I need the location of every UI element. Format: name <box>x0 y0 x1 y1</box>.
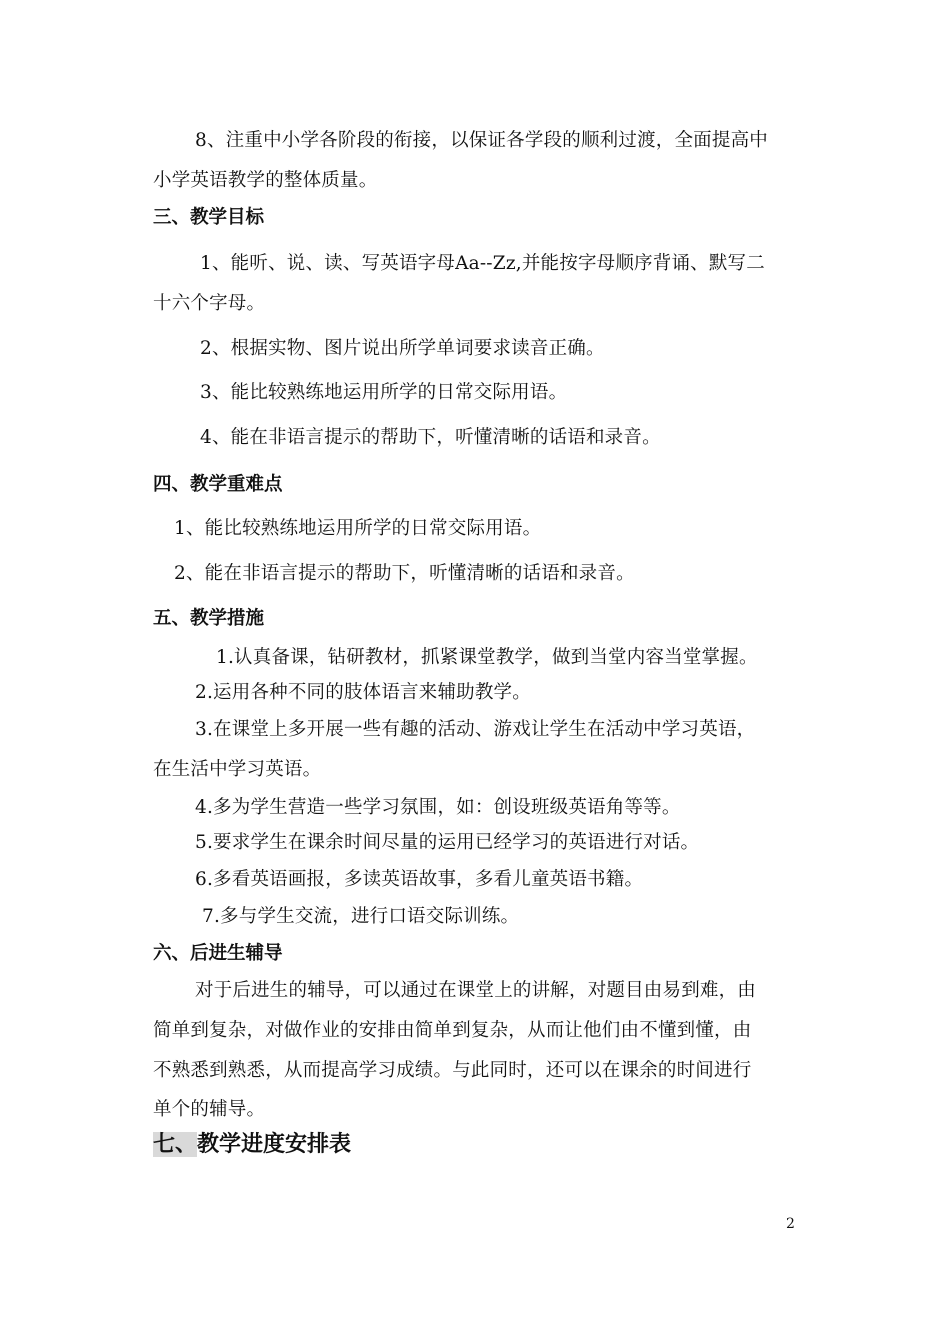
goal-item-4: 4、能在非语言提示的帮助下，听懂清晰的话语和录音。 <box>200 427 661 448</box>
measure-item-7: 7.多与学生交流，进行口语交际训练。 <box>202 906 520 927</box>
measure-item-3-line-2: 在生活中学习英语。 <box>153 759 322 780</box>
tutoring-paragraph-line-2: 简单到复杂，对做作业的安排由简单到复杂，从而让他们由不懂到懂，由 <box>153 1020 752 1041</box>
key-point-item-1: 1、能比较熟练地运用所学的日常交际用语。 <box>174 518 542 539</box>
page-number: 2 <box>786 1216 795 1232</box>
measure-item-5: 5.要求学生在课余时间尽量的运用已经学习的英语进行对话。 <box>195 832 700 853</box>
tutoring-paragraph-line-3: 不熟悉到熟悉，从而提高学习成绩。与此同时，还可以在课余的时间进行 <box>153 1060 752 1081</box>
goal-item-1-line-2: 十六个字母。 <box>153 293 266 314</box>
measure-item-4: 4.多为学生营造一些学习氛围，如：创设班级英语角等等。 <box>195 797 681 818</box>
heading-prefix-highlight: 七、 <box>153 1132 198 1157</box>
section-heading-schedule <box>153 1130 351 1160</box>
tutoring-paragraph-line-4: 单个的辅导。 <box>153 1099 266 1120</box>
section-heading-measures: 五、教学措施 <box>153 608 265 629</box>
paragraph-item-8-line-2: 小学英语教学的整体质量。 <box>153 170 378 191</box>
section-heading-key-points: 四、教学重难点 <box>153 474 283 495</box>
tutoring-paragraph-line-1: 对于后进生的辅导，可以通过在课堂上的讲解，对题目由易到难，由 <box>195 980 757 1001</box>
measure-item-1: 1.认真备课，钻研教材，抓紧课堂教学，做到当堂内容当堂掌握。 <box>216 647 758 668</box>
section-heading-goals: 三、教学目标 <box>153 207 265 228</box>
goal-item-1-line-1: 1、能听、说、读、写英语字母Aa--Zz,并能按字母顺序背诵、默写二 <box>200 253 765 274</box>
key-point-item-2: 2、能在非语言提示的帮助下，听懂清晰的话语和录音。 <box>174 563 635 584</box>
measure-item-2: 2.运用各种不同的肢体语言来辅助教学。 <box>195 682 531 703</box>
goal-item-3: 3、能比较熟练地运用所学的日常交际用语。 <box>200 382 568 403</box>
heading-schedule-text: 教学进度安排表 <box>197 1132 352 1157</box>
goal-item-2: 2、根据实物、图片说出所学单词要求读音正确。 <box>200 338 605 359</box>
paragraph-item-8-line-1: 8、注重中小学各阶段的衔接，以保证各学段的顺利过渡，全面提高中 <box>195 130 768 151</box>
measure-item-3-line-1: 3.在课堂上多开展一些有趣的活动、游戏让学生在活动中学习英语， <box>195 719 756 740</box>
section-heading-tutoring: 六、后进生辅导 <box>153 943 283 964</box>
measure-item-6: 6.多看英语画报，多读英语故事，多看儿童英语书籍。 <box>195 869 644 890</box>
